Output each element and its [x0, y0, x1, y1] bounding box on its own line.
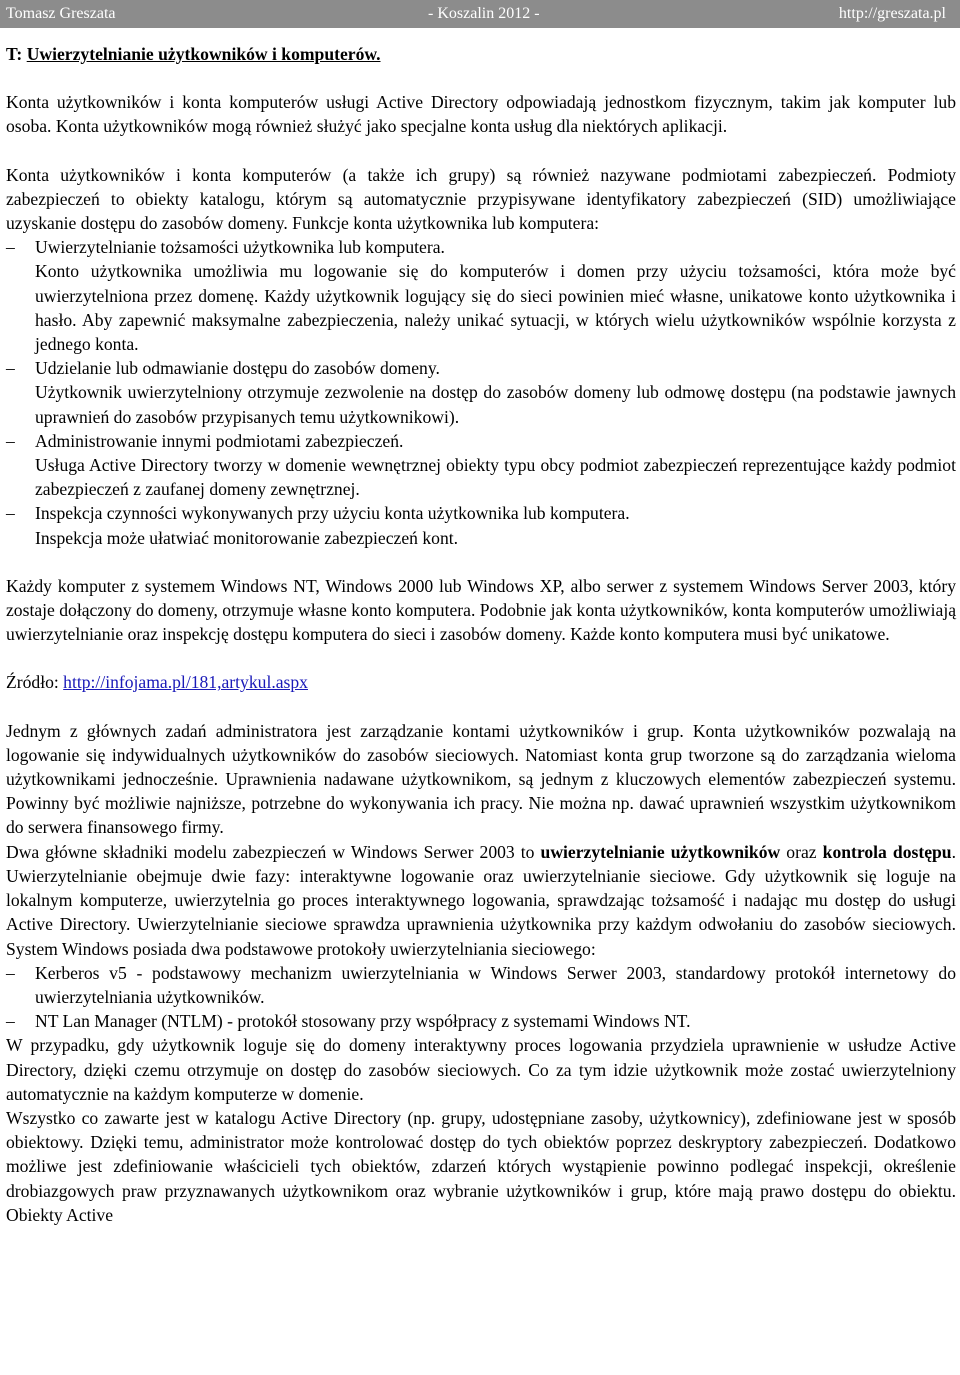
source-link[interactable]: http://infojama.pl/181,artykul.aspx: [63, 672, 308, 693]
protocol-text: NT Lan Manager (NTLM) - protokół stosowany przy współpracy z systemami Windows NT.: [35, 1011, 691, 1032]
page-header: [0, 0, 960, 28]
topic-prefix: T:: [6, 44, 27, 64]
login-paragraph: W przypadku, gdy użytkownik loguje się do domeny interaktywny proces logowania przydziela uprawnienie w usłudze Active Directory, dzięki czemu otrzymuje on dostęp do zasobów sieciowych. Co za tym idzie użytkownik może zostać uwierzytelniony automatycznie na każdym komputerze w domenie.: [6, 1035, 956, 1104]
security-model-paragraph: [6, 840, 956, 961]
list-item-desc: Inspekcja może ułatwiać monitorowanie zabezpieczeń kont.: [35, 527, 459, 548]
model-text-3: . Uwierzytelnianie obejmuje dwie fazy: interaktywne logowanie oraz uwierzytelnianie sieciowe. Gdy użytkownik się loguje na lokalnym komputerze, uwierzytelnia go proces interaktywnego logowania, sprawdzając tożsamość i nadając mu dostęp do usługi Active Directory. Uwierzytelnianie sieciowe sprawdza uprawnienia użytkownika przy każdym odwołaniu do zasobów sieciowych. System Windows posiada dwa podstawowe protokoły uwierzytelniania sieciowego:: [6, 841, 956, 959]
protocols-list: [6, 961, 956, 1034]
list-item-desc: Konto użytkownika umożliwia mu logowanie się do komputerów i domen przy użyciu tożsamości, która może być uwierzytelniona przez domenę. Każdy użytkownik logujący się do sieci powinien mieć własne, unikatowe konto użytkownika i hasło. Aby zapewnić maksymalne zabezpieczenia, należy unikać sytuacji, w których wielu użytkowników wspólnie korzysta z jednego konta.: [35, 261, 956, 355]
list-item-title: Administrowanie innymi podmiotami zabezpieczeń.: [35, 430, 404, 451]
dash-bullet: –: [6, 430, 15, 451]
list-item: [6, 235, 956, 356]
source-line: [6, 670, 956, 694]
dash-bullet: –: [6, 503, 15, 524]
header-website[interactable]: http://greszata.pl: [838, 5, 946, 22]
functions-list: [6, 235, 956, 550]
objects-paragraph: Wszystko co zawarte jest w katalogu Active Directory (np. grupy, udostępniane zasoby, użytkownicy), zdefiniowane jest w sposób obiektowy. Dzięki temu, administrator może kontrolować dostęp do tych obiektów poprzez deskryptory zabezpieczeń. Dodatkowo możliwe jest zdefiniowanie właścicieli tych obiektów, zdarzeń których wystąpienie powinno podlegać inspekcji, określenie drobiazgowych praw przyznawanych użytkownikom oraz wybranie użytkowników i grup, które mają prawo dostępu do obiektu. Obiekty Active: [6, 1107, 956, 1225]
dash-bullet: –: [6, 1011, 15, 1032]
header-author: Tomasz Greszata: [6, 5, 116, 22]
dash-bullet: –: [6, 358, 15, 379]
list-item: [6, 1009, 956, 1033]
list-item-desc: Użytkownik uwierzytelniony otrzymuje zezwolenie na dostęp do zasobów domeny lub odmowę dostępu (na podstawie jawnych uprawnień do zasobów przypisanych temu użytkownikowi).: [35, 382, 956, 427]
document-body: [6, 42, 956, 1227]
model-text-1: Dwa główne składniki modelu zabezpieczeń w Windows Serwer 2003 to: [6, 841, 541, 862]
list-item: [6, 961, 956, 1009]
model-bold-access-control: kontrola dostępu: [822, 841, 952, 862]
intro-paragraph-2: Konta użytkowników i konta komputerów (a także ich grupy) są również nazywane podmiotami zabezpieczeń. Podmioty zabezpieczeń to obiekty katalogu, którym są automatycznie przypisywane identyfikatory zabezpieczeń (SID) umożliwiające uzyskanie dostępu do zasobów domeny. Funkcje konta użytkownika lub komputera:: [6, 164, 956, 234]
dash-bullet: –: [6, 237, 15, 258]
computer-accounts-paragraph: Każdy komputer z systemem Windows NT, Windows 2000 lub Windows XP, albo serwer z systemem Windows Server 2003, który zostaje dołączony do domeny, otrzymuje własne konto komputera. Podobnie jak konta użytkowników, konta komputerów umożliwiają uwierzytelnianie oraz inspekcję dostępu komputera do sieci i zasobów domeny. Każde konto komputera musi być unikatowe.: [6, 575, 957, 645]
list-item-desc: Usługa Active Directory tworzy w domenie wewnętrznej obiekty typu obcy podmiot zabezpieczeń reprezentujące każdy podmiot zabezpieczeń z zaufanej domeny zewnętrznej.: [35, 455, 956, 500]
list-item-title: Udzielanie lub odmawianie dostępu do zasobów domeny.: [35, 358, 440, 379]
intro-paragraph-1: Konta użytkowników i konta komputerów usługi Active Directory odpowiadają jednostkom fizycznym, takim jak komputer lub osoba. Konta użytkowników mogą również służyć jako specjalne konta usług dla niektórych aplikacji.: [6, 92, 956, 137]
topic-title: Uwierzytelnianie użytkowników i komputerów.: [26, 44, 381, 64]
list-item: [6, 429, 956, 502]
list-item-title: Inspekcja czynności wykonywanych przy użyciu konta użytkownika lub komputera.: [35, 503, 630, 524]
list-item-title: Uwierzytelnianie tożsamości użytkownika lub komputera.: [35, 237, 445, 258]
dash-bullet: –: [6, 962, 15, 983]
header-city-year: - Koszalin 2012 -: [428, 5, 540, 22]
list-item: [6, 501, 956, 549]
protocol-text: Kerberos v5 - podstawowy mechanizm uwierzytelniania w Windows Serwer 2003, standardowy protokół internetowy do uwierzytelniania użytkowników.: [35, 962, 956, 1007]
admin-paragraph: Jednym z głównych zadań administratora jest zarządzanie kontami użytkowników i grup. Konta użytkowników pozwalają na logowanie się indywidualnych użytkowników do zasobów sieciowych. Natomiast konta grup tworzone są do zarządzania wieloma użytkownikami jednocześnie. Uprawnienia nadawane użytkownikom, są jednym z kluczowych elementów zabezpieczeń systemu. Powinny być możliwie najniższe, potrzebne do wykonywania ich pracy. Nie można np. dawać uprawnień wszystkim użytkownikom do serwera finansowego firmy.: [6, 720, 956, 838]
model-text-2: oraz: [780, 841, 823, 862]
source-label: Źródło:: [6, 672, 64, 693]
list-item: [6, 356, 956, 429]
model-bold-authentication: uwierzytelnianie użytkowników: [540, 841, 781, 862]
topic-heading: [6, 42, 956, 66]
